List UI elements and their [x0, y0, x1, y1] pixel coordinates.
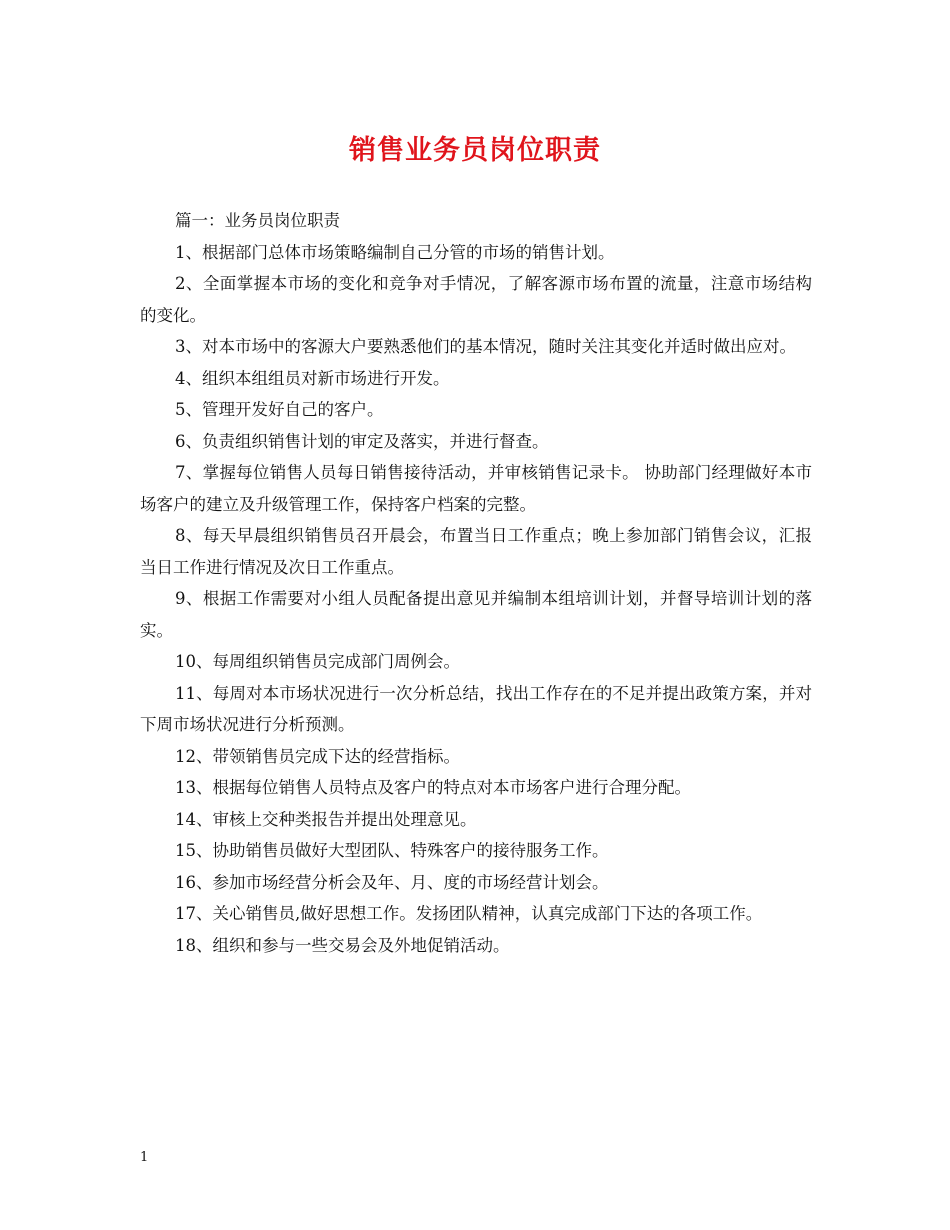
document-title: 销售业务员岗位职责: [349, 135, 601, 166]
page-number: 1: [140, 1150, 149, 1165]
section-heading: 篇一：业务员岗位职责: [175, 211, 340, 230]
list-item: 3、对本市场中的客源大户要熟悉他们的基本情况，随时关注其变化并适时做出应对。: [175, 337, 796, 356]
list-item: 13、根据每位销售人员特点及客户的特点对本市场客户进行合理分配。: [175, 778, 691, 797]
list-item: 17、关心销售员,做好思想工作。发扬团队精神，认真完成部门下达的各项工作。: [175, 904, 763, 923]
list-item: 18、组织和参与一些交易会及外地促销活动。: [175, 935, 510, 955]
list-item: 12、带领销售员完成下达的经营指标。: [175, 746, 460, 766]
list-item: 9、根据工作需要对小组人员配备提出意见并编制本组培训计划，并督导培训计划的落实。: [140, 589, 812, 640]
list-item: 7、掌握每位销售人员每日销售接待活动，并审核销售记录卡。 协助部门经理做好本市场客户的建立及升级管理工作，保持客户档案的完整。: [140, 463, 812, 514]
list-item: 8、每天早晨组织销售员召开晨会，布置当日工作重点；晚上参加部门销售会议，汇报当日工作进行情况及次日工作重点。: [140, 526, 812, 577]
list-item: 1、根据部门总体市场策略编制自己分管的市场的销售计划。: [175, 242, 615, 262]
list-item: 4、组织本组组员对新市场进行开发。: [175, 368, 450, 388]
list-item: 11、每周对本市场状况进行一次分析总结，找出工作存在的不足并提出政策方案，并对下周市场状况进行分析预测。: [140, 683, 812, 734]
list-item: 2、全面掌握本市场的变化和竞争对手情况，了解客源市场布置的流量，注意市场结构的变化。: [140, 274, 812, 325]
document-body: [140, 205, 812, 961]
list-item: 15、协助销售员做好大型团队、特殊客户的接待服务工作。: [175, 841, 609, 860]
list-item: 5、管理开发好自己的客户。: [175, 400, 384, 419]
list-item: 10、每周组织销售员完成部门周例会。: [175, 652, 460, 671]
list-item: 16、参加市场经营分析会及年、月、度的市场经营计划会。: [175, 872, 609, 892]
list-item: 6、负责组织销售计划的审定及落实，并进行督查。: [175, 431, 549, 451]
list-item: 14、审核上交种类报告并提出处理意见。: [175, 809, 477, 829]
